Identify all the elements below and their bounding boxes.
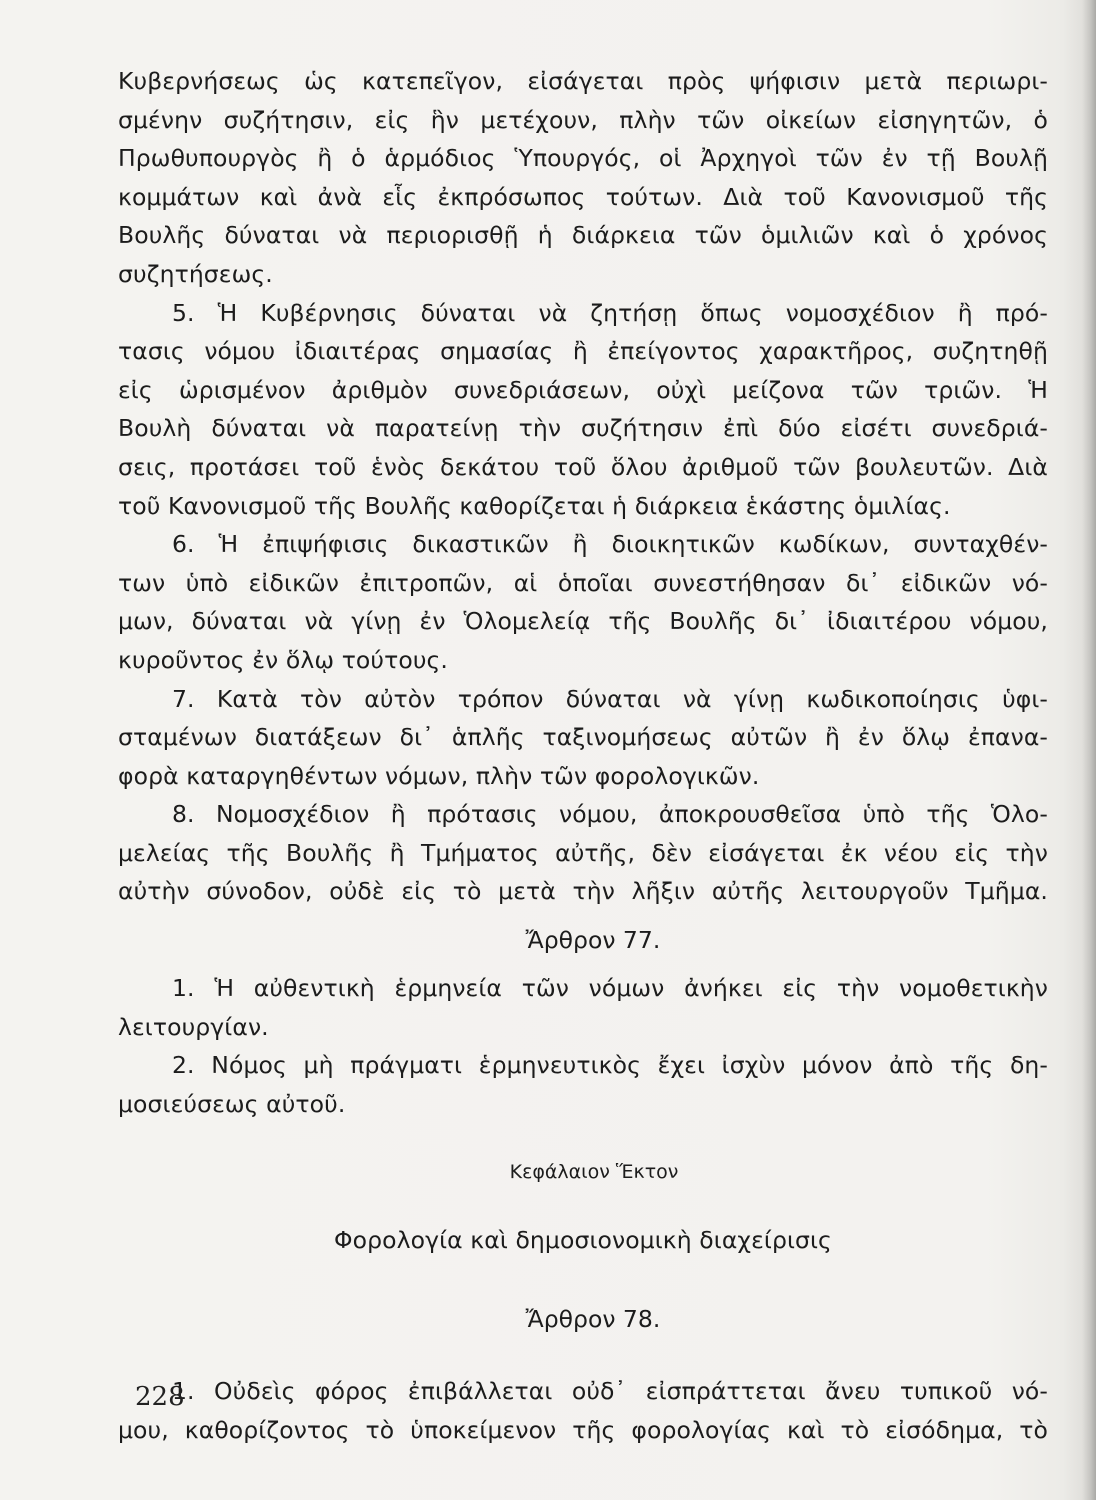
article-78-paragraph-1: 1. Οὐδεὶς φόρος ἐπιβάλλεται οὐδ᾿ εἰσπράττεται ἄνευ τυπικοῦ νό- bbox=[172, 1377, 1048, 1406]
text-line: εἰς ὡρισμένον ἀριθμὸν συνεδριάσεων, οὐχὶ μείζονα τῶν τριῶν. Ἡ bbox=[118, 375, 1048, 404]
text-line: μου, καθορίζοντος τὸ ὑποκείμενον τῆς φορολογίας καὶ τὸ εἰσόδημα, τὸ bbox=[118, 1415, 1048, 1444]
text-line: σμένην συζήτησιν, εἰς ἣν μετέχουν, πλὴν τῶν οἰκείων εἰσηγητῶν, ὁ bbox=[118, 105, 1048, 134]
text-line: μων, δύναται νὰ γίνῃ ἐν Ὁλομελείᾳ τῆς Βουλῆς δι᾿ ἰδιαιτέρου νόμου, bbox=[118, 607, 1048, 636]
chapter-label: Κεφάλαιον Ἕκτον bbox=[509, 1161, 679, 1184]
page-number: 228 bbox=[135, 1382, 185, 1412]
paragraph-6-start: 6. Ἡ ἐπιψήφισις δικαστικῶν ἢ διοικητικῶν κωδίκων, συνταχθέν- bbox=[172, 530, 1048, 559]
text-line: τασις νόμου ἰδιαιτέρας σημασίας ἢ ἐπείγοντος χαρακτῆρος, συζητηθῇ bbox=[118, 337, 1048, 366]
text-line: κυροῦντος ἐν ὅλῳ τούτους. bbox=[118, 645, 448, 674]
paragraph-5-start: 5. Ἡ Κυβέρνησις δύναται νὰ ζητήσῃ ὅπως νομοσχέδιον ἢ πρό- bbox=[172, 298, 1048, 327]
text-line: αὐτὴν σύνοδον, οὐδὲ εἰς τὸ μετὰ τὴν λῆξιν αὐτῆς λειτουργοῦν Τμῆμα. bbox=[118, 877, 1048, 906]
paragraph-7-start: 7. Κατὰ τὸν αὐτὸν τρόπον δύναται νὰ γίνῃ κωδικοποίησις ὑφι- bbox=[172, 684, 1048, 713]
text-line: Πρωθυπουργὸς ἢ ὁ ἁρμόδιος Ὑπουργός, οἱ Ἀρχηγοὶ τῶν ἐν τῇ Βουλῇ bbox=[118, 144, 1048, 173]
article-78-heading: Ἄρθρον 78. bbox=[525, 1305, 661, 1334]
text-line: σταμένων διατάξεων δι᾿ ἁπλῆς ταξινομήσεως αὐτῶν ἢ ἐν ὅλῳ ἐπανα- bbox=[118, 723, 1048, 752]
article-77-paragraph-2: 2. Νόμος μὴ πράγματι ἑρμηνευτικὸς ἔχει ἰσχὺν μόνον ἀπὸ τῆς δη- bbox=[172, 1051, 1048, 1080]
text-line: κομμάτων καὶ ἀνὰ εἷς ἐκπρόσωπος τούτων. Διὰ τοῦ Κανονισμοῦ τῆς bbox=[118, 182, 1048, 211]
text-line: τοῦ Κανονισμοῦ τῆς Βουλῆς καθορίζεται ἡ διάρκεια ἑκάστης ὁμιλίας. bbox=[118, 491, 951, 520]
text-line: Κυβερνήσεως ὡς κατεπεῖγον, εἰσάγεται πρὸς ψήφισιν μετὰ περιωρι- bbox=[118, 67, 1048, 95]
article-77-paragraph-1: 1. Ἡ αὐθεντικὴ ἑρμηνεία τῶν νόμων ἀνήκει εἰς τὴν νομοθετικὴν bbox=[172, 974, 1048, 1003]
text-line: συζητήσεως. bbox=[118, 259, 273, 288]
paragraph-8-start: 8. Νομοσχέδιον ἢ πρότασις νόμου, ἀποκρουσθεῖσα ὑπὸ τῆς Ὁλο- bbox=[172, 800, 1048, 829]
chapter-title: Φορολογία καὶ δημοσιονομικὴ διαχείρισις bbox=[334, 1226, 832, 1255]
text-line: λειτουργίαν. bbox=[118, 1012, 269, 1041]
article-77-heading: Ἄρθρον 77. bbox=[525, 926, 661, 955]
text-line: μοσιεύσεως αὐτοῦ. bbox=[118, 1089, 346, 1118]
text-line: Βουλὴ δύναται νὰ παρατείνῃ τὴν συζήτησιν ἐπὶ δύο εἰσέτι συνεδριά- bbox=[118, 414, 1048, 443]
page-edge-shadow bbox=[1082, 0, 1096, 1500]
text-line: μελείας τῆς Βουλῆς ἢ Τμήματος αὐτῆς, δὲν εἰσάγεται ἐκ νέου εἰς τὴν bbox=[118, 838, 1048, 867]
text-block bbox=[118, 62, 1048, 1449]
text-line: Βουλῆς δύναται νὰ περιορισθῇ ἡ διάρκεια τῶν ὁμιλιῶν καὶ ὁ χρόνος bbox=[118, 221, 1048, 250]
text-line: των ὑπὸ εἰδικῶν ἐπιτροπῶν, αἱ ὁποῖαι συνεστήθησαν δι᾿ εἰδικῶν νό- bbox=[118, 568, 1048, 597]
text-line: σεις, προτάσει τοῦ ἑνὸς δεκάτου τοῦ ὅλου ἀριθμοῦ τῶν βουλευτῶν. Διὰ bbox=[118, 452, 1048, 481]
text-line: φορὰ καταργηθέντων νόμων, πλὴν τῶν φορολογικῶν. bbox=[118, 761, 760, 790]
